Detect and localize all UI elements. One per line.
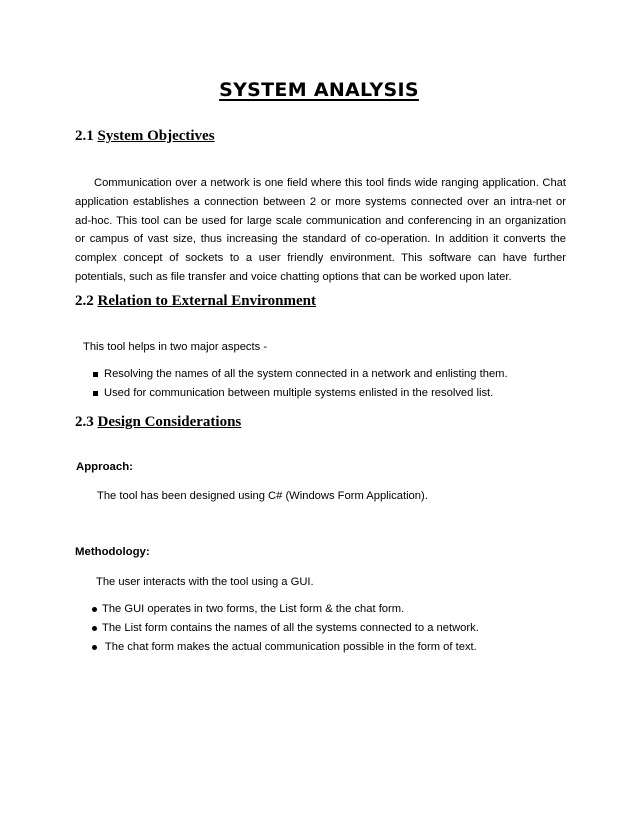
section-title: Design Considerations <box>97 414 242 430</box>
system-objectives-paragraph <box>75 174 566 287</box>
list-item <box>93 384 508 403</box>
section-number: 2.3 <box>75 414 94 430</box>
paragraph-text: Communication over a network is one field where this tool finds wide ranging application. Chat application establishes a connection between 2 or more systems connected over an intra-net or ad-hoc. This tool can be used for large scale communication and conferencing in an organization or campus of vast size, thus increasing the standard of co-operation. In addition it converts the complex concept of sockets to a user friendly environment. This software can have further potentials, such as file transfer and voice chatting options that can be worked upon later. <box>75 177 566 283</box>
aspects-list <box>93 365 508 403</box>
list-item-text: The chat form makes the actual communication possible in the form of text. <box>102 641 477 653</box>
approach-label: Approach: <box>76 461 133 473</box>
square-bullet-icon <box>93 372 98 377</box>
section-heading-design-considerations <box>75 414 241 431</box>
methodology-label: Methodology: <box>75 546 150 558</box>
list-item <box>92 619 479 638</box>
list-item <box>93 365 508 384</box>
section-heading-relation-external <box>75 293 316 310</box>
list-item-text: Resolving the names of all the system connected in a network and enlisting them. <box>104 368 508 380</box>
page-title <box>0 79 638 101</box>
methodology-list <box>92 600 479 657</box>
section-number: 2.1 <box>75 128 94 144</box>
section-number: 2.2 <box>75 293 94 309</box>
list-item-text: The GUI operates in two forms, the List form & the chat form. <box>102 603 405 615</box>
approach-text: The tool has been designed using C# (Windows Form Application). <box>97 490 428 502</box>
round-bullet-icon <box>92 645 97 650</box>
list-item-text: Used for communication between multiple systems enlisted in the resolved list. <box>104 387 494 399</box>
round-bullet-icon <box>92 626 97 631</box>
section-title: Relation to External Environment <box>97 293 316 309</box>
square-bullet-icon <box>93 391 98 396</box>
aspects-intro: This tool helps in two major aspects - <box>83 341 268 353</box>
list-item <box>92 638 479 657</box>
section-title: System Objectives <box>97 128 215 144</box>
list-item-text: The List form contains the names of all the systems connected to a network. <box>102 622 479 634</box>
methodology-text: The user interacts with the tool using a GUI. <box>96 576 314 588</box>
section-heading-system-objectives <box>75 128 215 145</box>
page-title-text: SYSTEM ANALYSIS <box>219 79 419 101</box>
round-bullet-icon <box>92 607 97 612</box>
list-item <box>92 600 479 619</box>
